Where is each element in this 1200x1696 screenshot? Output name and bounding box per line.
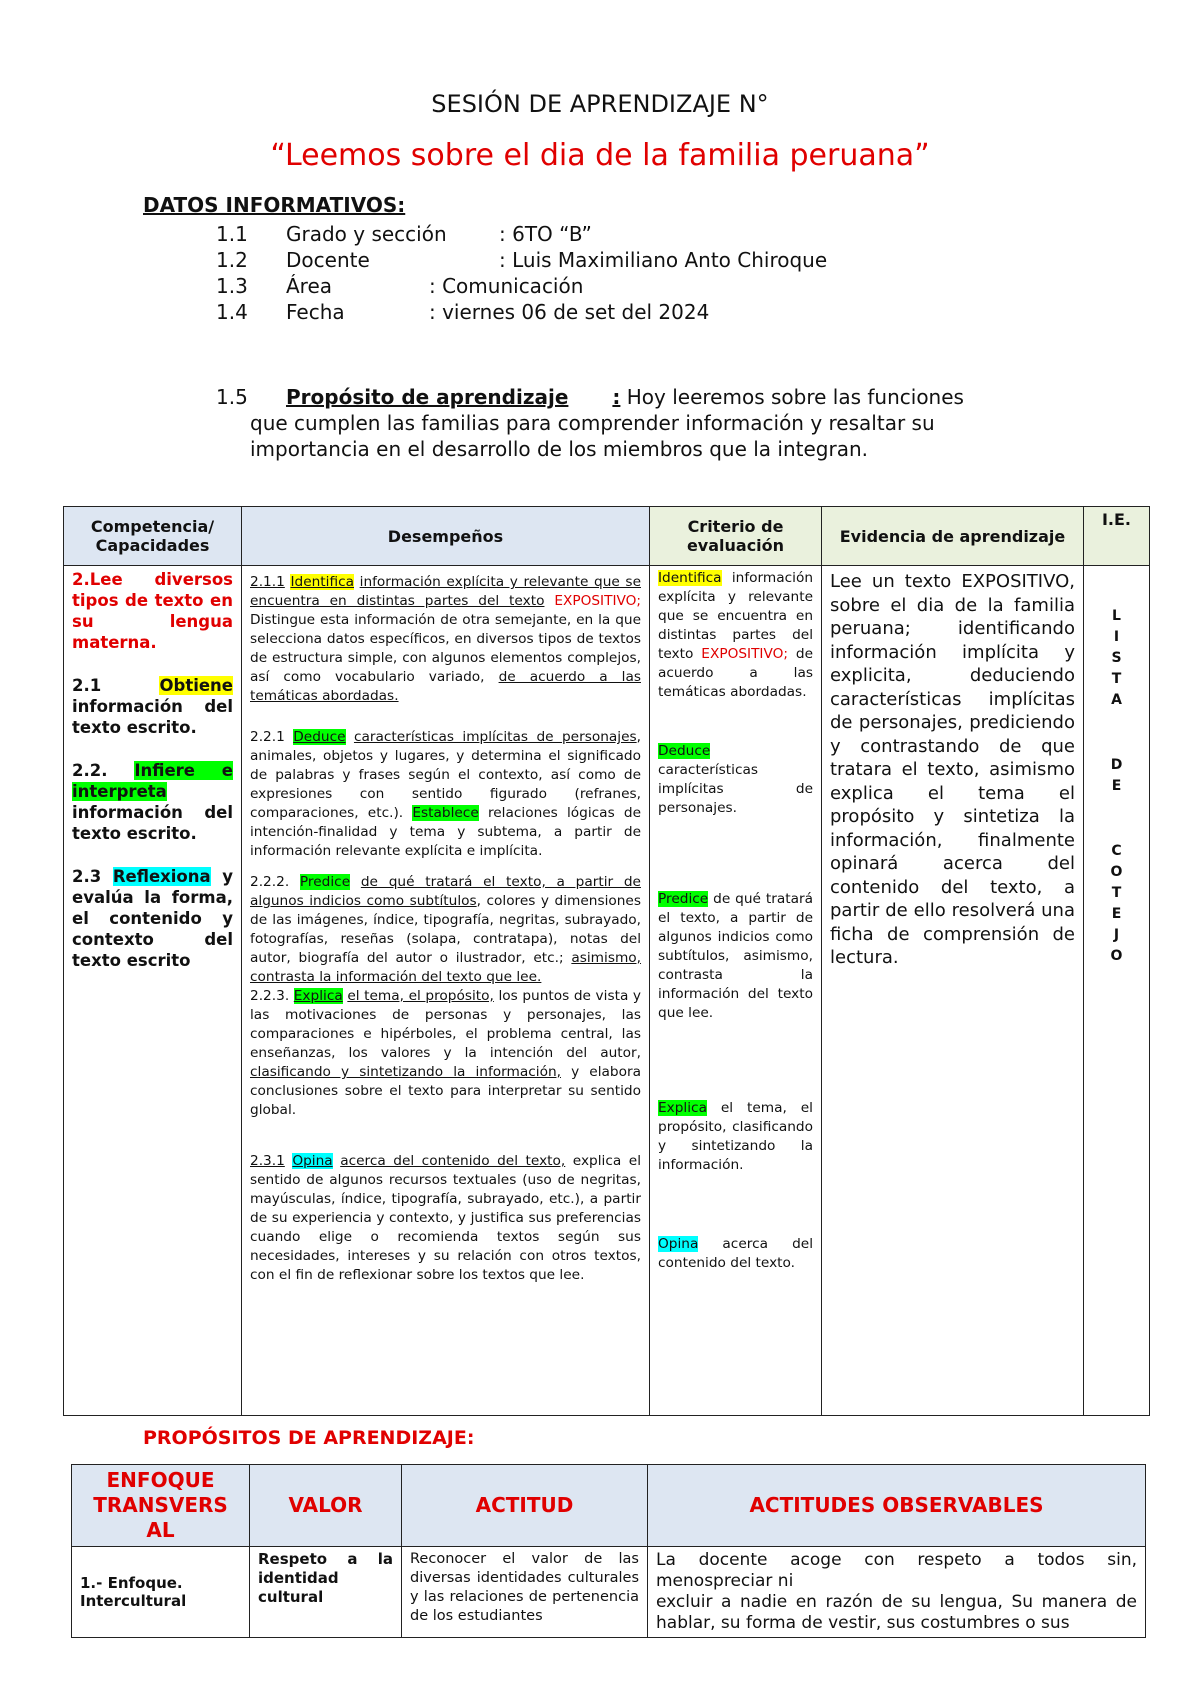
valor-cell: Respeto a la identidad cultural (250, 1547, 402, 1638)
table-row (72, 1547, 1146, 1638)
header-actitudes-observables: ACTITUDES OBSERVABLES (648, 1465, 1146, 1547)
header-desempenos: Desempeños (242, 507, 650, 566)
competencia-cell: 2.Lee diversos tipos de texto en su lengua materna. 2.1 Obtiene información del texto escrito. 2.2. Infiere e interpreta información del texto escrito. 2.3 Reflexiona y evalúa la forma, el contenido y contexto del texto escrito (64, 566, 242, 1416)
desempenos-cell: 2.1.1 Identifica información explícita y relevante que se encuentra en distintas partes del texto EXPOSITIVO; Distingue esta información de otra semejante, en la que selecciona datos específicos, en diversos tipos de textos de estructura simple, con algunos elementos complejos, así como vocabulario variado, de acuerdo a las temáticas abordadas. 2.2.1 Deduce características implícitas de personajes, animales, objetos y lugares, y determina el significado de palabras y frases según el contexto, así como de expresiones con sentido figurado (refranes, comparaciones, etc.). Establece relaciones lógicas de intención-finalidad y tema y subtema, a partir de información relevante explícita e implícita. 2.2.2. Predice de qué tratará el texto, a partir de algunos indicios como subtítulos, colores y dimensiones de las imágenes, índice, tipografía, negritas, subrayado, fotografías, reseñas (solapa, contratapa), notas del autor, biografía del autor o ilustrador, etc.; asimismo, contrasta la información del texto que lee. 2.2.3. Explica el tema, el propósito, los puntos de vista y las motivaciones de personas y personajes, las comparaciones e hipérboles, el problema central, las enseñanzas, los valores y la intención del autor, clasificando y sintetizando la información, y elabora conclusiones sobre el texto para interpretar su sentido global. 2.3.1 Opina acerca del contenido del texto, explica el sentido de algunos recursos textuales (uso de negritas, mayúsculas, índice, tipografía, subrayado, etc.), a partir de su experiencia y contexto, y justifica sus preferencias cuando elige o recomienda textos según sus necesidades, intereses y su relación con otros textos, con el fin de reflexionar sobre los textos que lee. (242, 566, 650, 1416)
header-criterio: Criterio de evaluación (650, 507, 822, 566)
session-subtitle: “Leemos sobre el dia de la familia peruana” (270, 138, 930, 173)
actitud-cell: Reconocer el valor de las diversas identidades culturales y las relaciones de pertenencia de los estudiantes (402, 1547, 648, 1638)
table-header-row (64, 507, 1150, 566)
header-enfoque: ENFOQUE TRANSVERS AL (72, 1465, 250, 1547)
table-row (64, 566, 1150, 1416)
ie-cell: L I S T A D E C O T E J O (1084, 566, 1150, 1416)
learning-purpose: 1.5 Propósito de aprendizaje : Hoy leeremos sobre las funciones que cumplen las familias para comprender información y resaltar su importancia en el desarrollo de los miembros que la integran. (216, 385, 964, 461)
header-evidencia: Evidencia de aprendizaje (822, 507, 1084, 566)
header-competencia: Competencia/ Capacidades (64, 507, 242, 566)
observables-cell: La docente acoge con respeto a todos sin, menospreciar ni excluir a nadie en razón de su lengua, Su manera de hablar, su forma de vestir, sus costumbres o sus (648, 1547, 1146, 1638)
header-valor: VALOR (250, 1465, 402, 1547)
info-row: 1.1 Grado y sección : 6TO “B” (216, 222, 592, 246)
datos-informativos-label: DATOS INFORMATIVOS: (143, 193, 406, 217)
competencias-table (63, 506, 1150, 1416)
evidencia-cell: Lee un texto EXPOSITIVO, sobre el dia de la familia peruana; identificando información implícita y explicita, deduciendo características implícitas de personajes, prediciendo y contrastando de que tratara el texto, asimismo explica el tema el propósito y sintetiza la información, finalmente opinará acerca del contenido del texto, a partir de ello resolverá una ficha de comprensión de lectura. (822, 566, 1084, 1416)
propositos-label: PROPÓSITOS DE APRENDIZAJE: (143, 1427, 475, 1449)
purpose-label: Propósito de aprendizaje (286, 385, 569, 409)
info-row: 1.3 Área : Comunicación (216, 274, 584, 298)
table-header-row (72, 1465, 1146, 1547)
page-title: SESIÓN DE APRENDIZAJE N° (431, 90, 769, 118)
info-row: 1.4 Fecha : viernes 06 de set del 2024 (216, 300, 710, 324)
header-actitud: ACTITUD (402, 1465, 648, 1547)
criterio-cell: Identifica información explícita y relevante que se encuentra en distintas partes del texto EXPOSITIVO; de acuerdo a las temáticas abordadas. Deduce características implícitas de personajes. Predice de qué tratará el texto, a partir de algunos indicios como subtítulos, asimismo, contrasta la información del texto que lee. Explica el tema, el propósito, clasificando y sintetizando la información. Opina acerca del contenido del texto. (650, 566, 822, 1416)
header-ie: I.E. (1084, 507, 1150, 566)
enfoque-cell: 1.- Enfoque. Intercultural (72, 1547, 250, 1638)
info-row: 1.2 Docente : Luis Maximiliano Anto Chiroque (216, 248, 828, 272)
enfoque-table (71, 1464, 1146, 1638)
